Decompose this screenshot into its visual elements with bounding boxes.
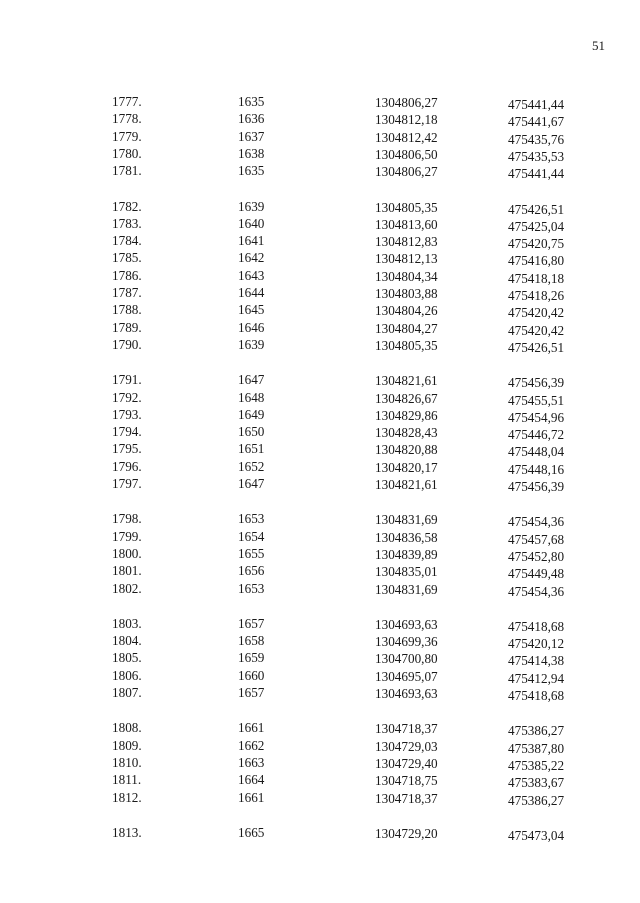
row-number: 1811. (112, 772, 142, 788)
table-row (0, 406, 640, 424)
x-coordinate: 1304804,27 (375, 320, 438, 336)
row-number: 1806. (112, 667, 142, 683)
y-coordinate: 475386,27 (508, 723, 565, 739)
table-row (0, 371, 640, 389)
y-coordinate: 475454,36 (508, 583, 565, 599)
table-row (0, 737, 640, 755)
y-coordinate: 475387,80 (508, 740, 565, 756)
x-coordinate: 1304805,35 (375, 337, 438, 353)
x-coordinate: 1304812,42 (375, 129, 438, 145)
row-number: 1810. (112, 754, 142, 770)
table-row (0, 545, 640, 563)
row-number: 1799. (112, 528, 142, 544)
point-number: 1646 (238, 319, 265, 335)
y-coordinate: 475452,80 (508, 548, 565, 564)
y-coordinate: 475386,27 (508, 792, 565, 808)
table-row (0, 615, 640, 633)
row-number: 1787. (112, 285, 142, 300)
x-coordinate: 1304804,26 (375, 303, 438, 319)
table-row (0, 580, 640, 598)
point-number: 1650 (238, 424, 265, 440)
point-number: 1635 (238, 163, 265, 179)
row-number: 1802. (112, 580, 142, 596)
y-coordinate: 475420,75 (508, 236, 565, 252)
x-coordinate: 1304729,03 (375, 738, 438, 754)
x-coordinate: 1304812,83 (375, 234, 438, 250)
point-number: 1647 (238, 476, 265, 491)
point-number: 1653 (238, 511, 265, 527)
point-number: 1651 (238, 441, 265, 457)
row-number: 1794. (112, 424, 142, 440)
point-number: 1648 (238, 389, 265, 405)
row-number: 1785. (112, 250, 142, 266)
x-coordinate: 1304812,13 (375, 251, 438, 267)
x-coordinate: 1304804,34 (375, 268, 438, 284)
page-number: 51 (592, 38, 605, 53)
x-coordinate: 1304821,61 (375, 477, 438, 492)
table-row (0, 754, 640, 772)
table-row (0, 649, 640, 667)
y-coordinate: 475425,04 (508, 218, 565, 234)
table-row (0, 110, 640, 128)
y-coordinate: 475414,38 (508, 653, 565, 669)
table-row (0, 215, 640, 233)
row-number: 1778. (112, 111, 142, 127)
row-number: 1788. (112, 302, 142, 318)
point-number: 1652 (238, 458, 265, 474)
x-coordinate: 1304805,35 (375, 199, 438, 215)
table-row (0, 562, 640, 580)
x-coordinate: 1304829,86 (375, 407, 438, 423)
table-row (0, 267, 640, 285)
table-row (0, 632, 640, 650)
y-coordinate: 475441,67 (508, 114, 565, 130)
table-row (0, 423, 640, 441)
row-number: 1800. (112, 545, 142, 561)
x-coordinate: 1304729,20 (375, 825, 438, 841)
row-number: 1803. (112, 615, 142, 631)
y-coordinate: 475435,76 (508, 131, 565, 147)
y-coordinate: 475385,22 (508, 757, 565, 773)
table-row (0, 389, 640, 407)
x-coordinate: 1304812,18 (375, 112, 438, 128)
table-row (0, 667, 640, 685)
x-coordinate: 1304826,67 (375, 390, 438, 406)
x-coordinate: 1304803,88 (375, 286, 438, 301)
table-row (0, 771, 640, 789)
y-coordinate: 475418,18 (508, 270, 565, 286)
row-number: 1784. (112, 233, 142, 249)
point-number: 1661 (238, 720, 265, 736)
y-coordinate: 475426,51 (508, 339, 565, 355)
table-row (0, 440, 640, 458)
row-number: 1805. (112, 650, 142, 666)
row-number: 1779. (112, 128, 142, 144)
table-row (0, 301, 640, 319)
table-row (0, 528, 640, 546)
point-number: 1657 (238, 615, 265, 631)
table-row (0, 824, 640, 842)
point-number: 1662 (238, 737, 265, 753)
point-number: 1661 (238, 789, 265, 805)
row-number: 1797. (112, 476, 142, 491)
table-row (0, 336, 640, 354)
x-coordinate: 1304821,61 (375, 373, 438, 389)
row-number: 1807. (112, 685, 142, 700)
table-row (0, 198, 640, 216)
table-row (0, 232, 640, 250)
y-coordinate: 475426,51 (508, 201, 565, 217)
y-coordinate: 475416,80 (508, 253, 565, 269)
point-number: 1663 (238, 754, 265, 770)
table-row (0, 93, 640, 111)
x-coordinate: 1304813,60 (375, 216, 438, 232)
table-row (0, 475, 640, 493)
x-coordinate: 1304718,37 (375, 790, 438, 806)
x-coordinate: 1304693,63 (375, 616, 438, 632)
table-row (0, 719, 640, 737)
y-coordinate: 475418,68 (508, 618, 565, 634)
row-number: 1801. (112, 563, 142, 579)
row-number: 1796. (112, 458, 142, 474)
x-coordinate: 1304718,75 (375, 773, 438, 789)
point-number: 1656 (238, 563, 265, 579)
row-number: 1813. (112, 824, 142, 840)
row-number: 1795. (112, 441, 142, 457)
x-coordinate: 1304831,69 (375, 581, 438, 597)
point-number: 1639 (238, 198, 265, 214)
x-coordinate: 1304699,36 (375, 634, 438, 650)
table-row (0, 510, 640, 528)
point-number: 1644 (238, 285, 265, 300)
x-coordinate: 1304695,07 (375, 668, 438, 684)
point-number: 1657 (238, 685, 265, 700)
y-coordinate: 475448,04 (508, 444, 565, 460)
point-number: 1636 (238, 111, 265, 127)
table-row (0, 458, 640, 476)
row-number: 1809. (112, 737, 142, 753)
x-coordinate: 1304839,89 (375, 546, 438, 562)
y-coordinate: 475455,51 (508, 392, 565, 408)
row-number: 1791. (112, 372, 142, 388)
row-number: 1804. (112, 633, 142, 649)
y-coordinate: 475473,04 (508, 827, 565, 843)
row-number: 1790. (112, 336, 142, 352)
y-coordinate: 475446,72 (508, 427, 565, 443)
table-row (0, 145, 640, 163)
table-row (0, 789, 640, 807)
row-number: 1777. (112, 94, 142, 109)
row-number: 1792. (112, 389, 142, 405)
x-coordinate: 1304729,40 (375, 755, 438, 771)
point-number: 1635 (238, 94, 265, 109)
x-coordinate: 1304700,80 (375, 651, 438, 667)
y-coordinate: 475457,68 (508, 531, 565, 547)
row-number: 1798. (112, 511, 142, 527)
x-coordinate: 1304693,63 (375, 686, 438, 701)
y-coordinate: 475418,68 (508, 688, 565, 703)
row-number: 1781. (112, 163, 142, 179)
x-coordinate: 1304806,50 (375, 146, 438, 162)
y-coordinate: 475449,48 (508, 566, 565, 582)
point-number: 1660 (238, 667, 265, 683)
row-number: 1786. (112, 267, 142, 283)
x-coordinate: 1304828,43 (375, 425, 438, 441)
y-coordinate: 475456,39 (508, 479, 565, 494)
x-coordinate: 1304820,88 (375, 442, 438, 458)
point-number: 1643 (238, 267, 265, 283)
x-coordinate: 1304836,58 (375, 529, 438, 545)
point-number: 1641 (238, 233, 265, 249)
row-number: 1812. (112, 789, 142, 805)
y-coordinate: 475456,39 (508, 375, 565, 391)
point-number: 1658 (238, 633, 265, 649)
y-coordinate: 475435,53 (508, 148, 565, 164)
table-row (0, 128, 640, 146)
row-number: 1808. (112, 720, 142, 736)
point-number: 1659 (238, 650, 265, 666)
y-coordinate: 475383,67 (508, 775, 565, 791)
point-number: 1649 (238, 406, 265, 422)
y-coordinate: 475412,94 (508, 670, 565, 686)
point-number: 1639 (238, 336, 265, 352)
y-coordinate: 475448,16 (508, 461, 565, 477)
point-number: 1647 (238, 372, 265, 388)
point-number: 1655 (238, 545, 265, 561)
x-coordinate: 1304831,69 (375, 512, 438, 528)
point-number: 1653 (238, 580, 265, 596)
point-number: 1665 (238, 824, 265, 840)
table-row (0, 249, 640, 267)
point-number: 1654 (238, 528, 265, 544)
table-row (0, 162, 640, 180)
y-coordinate: 475420,12 (508, 636, 565, 652)
table-row (0, 319, 640, 337)
table-row (0, 284, 640, 302)
y-coordinate: 475441,44 (508, 97, 565, 112)
point-number: 1638 (238, 145, 265, 161)
y-coordinate: 475420,42 (508, 322, 565, 338)
row-number: 1782. (112, 198, 142, 214)
row-number: 1789. (112, 319, 142, 335)
table-row (0, 684, 640, 702)
x-coordinate: 1304820,17 (375, 459, 438, 475)
y-coordinate: 475418,26 (508, 288, 565, 303)
point-number: 1642 (238, 250, 265, 266)
x-coordinate: 1304835,01 (375, 564, 438, 580)
x-coordinate: 1304806,27 (375, 164, 438, 180)
row-number: 1780. (112, 145, 142, 161)
point-number: 1645 (238, 302, 265, 318)
point-number: 1637 (238, 128, 265, 144)
point-number: 1640 (238, 215, 265, 231)
y-coordinate: 475441,44 (508, 166, 565, 182)
x-coordinate: 1304806,27 (375, 95, 438, 110)
point-number: 1664 (238, 772, 265, 788)
y-coordinate: 475420,42 (508, 305, 565, 321)
y-coordinate: 475454,36 (508, 514, 565, 530)
y-coordinate: 475454,96 (508, 409, 565, 425)
x-coordinate: 1304718,37 (375, 721, 438, 737)
row-number: 1783. (112, 215, 142, 231)
row-number: 1793. (112, 406, 142, 422)
